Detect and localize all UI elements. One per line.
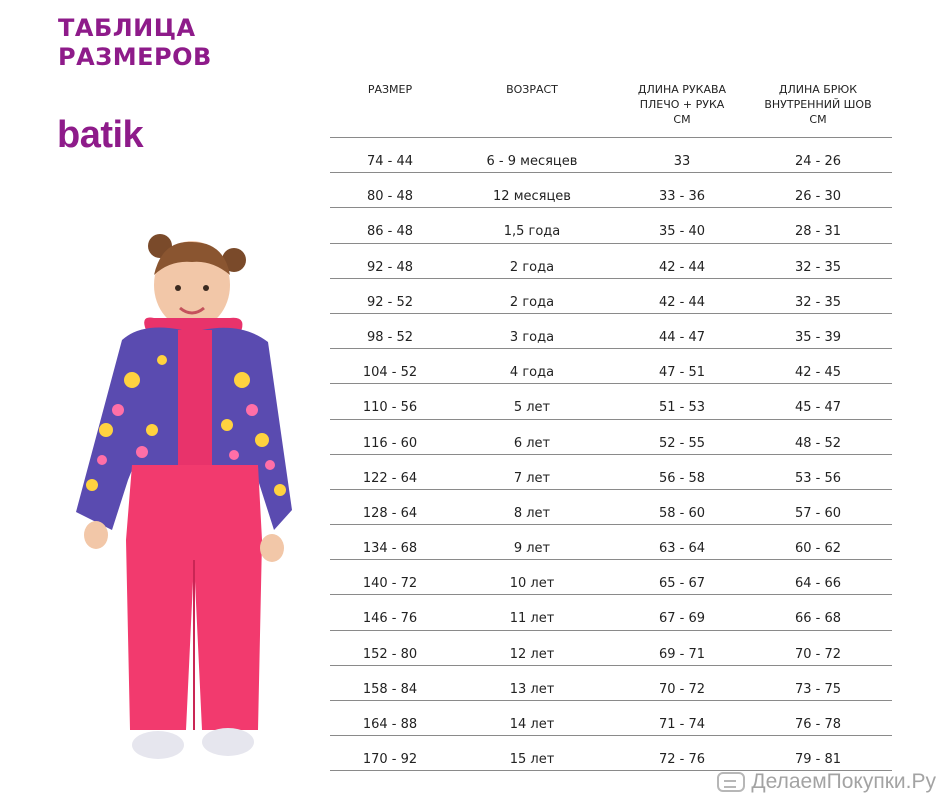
cell-sleeve: 67 - 69 bbox=[658, 611, 706, 627]
cell-trousers: 70 - 72 bbox=[794, 646, 842, 662]
cell-sleeve: 63 - 64 bbox=[658, 541, 706, 557]
cell-sleeve: 33 bbox=[673, 154, 691, 169]
cell-sleeve: 56 - 58 bbox=[658, 470, 706, 486]
cell-size: 170 - 92 bbox=[362, 752, 418, 768]
watermark-text: ДелаемПокупки.Ру bbox=[751, 770, 936, 793]
cell-sleeve: 70 - 72 bbox=[658, 681, 706, 697]
cell-age: 6 лет bbox=[513, 435, 551, 451]
header-age: ВОЗРАСТ bbox=[506, 83, 558, 96]
cell-trousers: 35 - 39 bbox=[794, 329, 842, 345]
cell-sleeve: 52 - 55 bbox=[658, 435, 706, 451]
cell-size: 116 - 60 bbox=[362, 435, 418, 451]
cell-trousers: 28 - 31 bbox=[794, 224, 842, 240]
cell-age: 11 лет bbox=[509, 611, 555, 627]
table-row bbox=[330, 349, 892, 384]
cell-size: 146 - 76 bbox=[362, 611, 418, 627]
cell-trousers: 73 - 75 bbox=[794, 681, 842, 697]
cell-sleeve: 69 - 71 bbox=[658, 646, 706, 662]
cell-trousers: 24 - 26 bbox=[794, 154, 842, 169]
table-row bbox=[330, 420, 892, 455]
watermark-logo-icon bbox=[717, 772, 745, 792]
table-row bbox=[330, 173, 892, 208]
cell-size: 110 - 56 bbox=[362, 400, 418, 416]
cell-size: 74 - 44 bbox=[366, 154, 414, 169]
cell-trousers: 32 - 35 bbox=[794, 294, 842, 310]
cell-age: 15 лет bbox=[509, 752, 555, 768]
cell-trousers: 53 - 56 bbox=[794, 470, 842, 486]
table-header bbox=[330, 82, 892, 138]
size-table bbox=[330, 82, 892, 768]
cell-age: 8 лет bbox=[513, 505, 551, 521]
child-snowsuit-image bbox=[62, 230, 312, 770]
cell-size: 104 - 52 bbox=[362, 365, 418, 381]
cell-size: 134 - 68 bbox=[362, 541, 418, 557]
cell-age: 2 года bbox=[509, 294, 555, 310]
cell-trousers: 76 - 78 bbox=[794, 717, 842, 732]
cell-trousers: 45 - 47 bbox=[794, 400, 842, 416]
cell-sleeve: 42 - 44 bbox=[658, 259, 706, 275]
table-row bbox=[330, 455, 892, 490]
table-row bbox=[330, 138, 892, 173]
cell-sleeve: 58 - 60 bbox=[658, 505, 706, 521]
cell-age: 12 месяцев bbox=[493, 189, 571, 205]
title-line-2: РАЗМЕРОВ bbox=[58, 43, 212, 71]
cell-size: 86 - 48 bbox=[366, 224, 414, 240]
cell-age: 2 года bbox=[509, 259, 555, 275]
cell-trousers: 57 - 60 bbox=[794, 505, 842, 521]
header-size: РАЗМЕР bbox=[367, 83, 413, 96]
cell-age: 10 лет bbox=[509, 576, 555, 592]
cell-size: 80 - 48 bbox=[366, 189, 414, 205]
cell-age: 1,5 года bbox=[503, 224, 561, 240]
cell-trousers: 64 - 66 bbox=[794, 576, 842, 592]
table-row bbox=[330, 490, 892, 525]
table-row bbox=[330, 560, 892, 595]
cell-age: 14 лет bbox=[509, 717, 555, 732]
brand-logo: batik bbox=[57, 114, 144, 156]
cell-age: 12 лет bbox=[509, 646, 555, 662]
cell-sleeve: 44 - 47 bbox=[658, 329, 706, 345]
cell-age: 7 лет bbox=[513, 470, 551, 486]
cell-age: 5 лет bbox=[513, 400, 551, 416]
cell-trousers: 48 - 52 bbox=[794, 435, 842, 451]
title-line-1: ТАБЛИЦА bbox=[58, 14, 196, 42]
table-row bbox=[330, 595, 892, 630]
header-sleeve-length: ДЛИНА РУКАВА ПЛЕЧО + РУКА СМ bbox=[637, 83, 727, 126]
cell-size: 92 - 48 bbox=[366, 259, 414, 275]
cell-size: 140 - 72 bbox=[362, 576, 418, 592]
cell-age: 13 лет bbox=[509, 681, 555, 697]
page-title bbox=[58, 14, 212, 72]
cell-size: 158 - 84 bbox=[362, 681, 418, 697]
table-row bbox=[330, 525, 892, 560]
cell-sleeve: 33 - 36 bbox=[658, 189, 706, 205]
cell-age: 6 - 9 месяцев bbox=[486, 154, 578, 169]
cell-sleeve: 65 - 67 bbox=[658, 576, 706, 592]
cell-sleeve: 35 - 40 bbox=[658, 224, 706, 240]
cell-sleeve: 72 - 76 bbox=[658, 752, 706, 768]
table-row bbox=[330, 631, 892, 666]
cell-trousers: 42 - 45 bbox=[794, 365, 842, 381]
cell-age: 4 года bbox=[509, 365, 555, 381]
cell-trousers: 79 - 81 bbox=[794, 752, 842, 768]
table-row bbox=[330, 208, 892, 243]
cell-age: 9 лет bbox=[513, 541, 551, 557]
table-body bbox=[330, 138, 892, 771]
cell-sleeve: 51 - 53 bbox=[658, 400, 706, 416]
cell-trousers: 66 - 68 bbox=[794, 611, 842, 627]
table-row bbox=[330, 279, 892, 314]
header-trouser-length: ДЛИНА БРЮК ВНУТРЕННИЙ ШОВ СМ bbox=[764, 83, 872, 126]
cell-size: 164 - 88 bbox=[362, 717, 418, 732]
cell-size: 92 - 52 bbox=[366, 294, 414, 310]
cell-sleeve: 47 - 51 bbox=[658, 365, 706, 381]
cell-size: 152 - 80 bbox=[362, 646, 418, 662]
table-row bbox=[330, 666, 892, 701]
cell-trousers: 32 - 35 bbox=[794, 259, 842, 275]
table-row bbox=[330, 736, 892, 771]
watermark bbox=[717, 768, 936, 796]
cell-sleeve: 42 - 44 bbox=[658, 294, 706, 310]
cell-size: 98 - 52 bbox=[366, 329, 414, 345]
cell-age: 3 года bbox=[509, 329, 555, 345]
cell-trousers: 60 - 62 bbox=[794, 541, 842, 557]
cell-size: 122 - 64 bbox=[362, 470, 418, 486]
table-row bbox=[330, 701, 892, 736]
table-row bbox=[330, 314, 892, 349]
cell-size: 128 - 64 bbox=[362, 505, 418, 521]
table-row bbox=[330, 384, 892, 419]
cell-sleeve: 71 - 74 bbox=[658, 717, 706, 732]
table-row bbox=[330, 244, 892, 279]
cell-trousers: 26 - 30 bbox=[794, 189, 842, 205]
